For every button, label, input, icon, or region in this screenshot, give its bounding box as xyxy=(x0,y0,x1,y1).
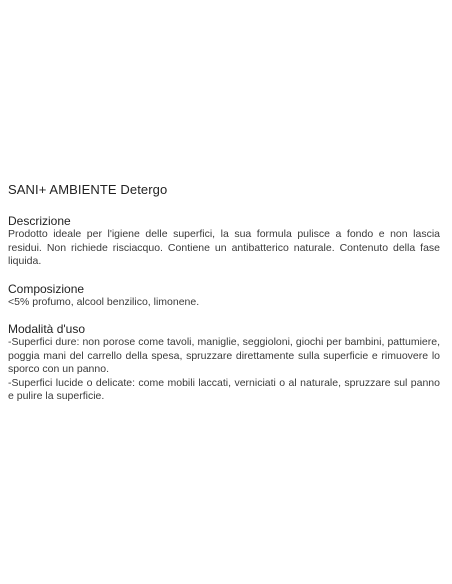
product-info xyxy=(8,181,440,414)
composition-text: <5% profumo, alcool benzilico, limonene. xyxy=(8,295,200,308)
description-section xyxy=(8,214,440,269)
product-title: SANI+ AMBIENTE Detergo xyxy=(8,182,168,197)
usage-heading: Modalità d'uso xyxy=(8,322,86,336)
usage-text: -Superfici dure: non porose come tavoli, maniglie, seggioloni, giochi per bambini, pattumiere, poggia mani del carrello della spesa, spruzzare direttamente sulla superficie e rimuovere lo sporco con un panno. -Superfici lucide o delicate: come mobili laccati, verniciati o al naturale, spruzzare sul panno e pulire la superficie. xyxy=(8,336,440,402)
description-heading: Descrizione xyxy=(8,214,71,228)
description-text: Prodotto ideale per l'igiene delle superfici, la sua formula pulisce a fondo e non lascia residui. Non richiede risciacquo. Contiene un antibatterico naturale. Contenuto della fase liquida. xyxy=(8,228,440,267)
usage-section xyxy=(8,322,440,404)
composition-section xyxy=(8,282,440,310)
composition-heading: Composizione xyxy=(8,281,85,296)
